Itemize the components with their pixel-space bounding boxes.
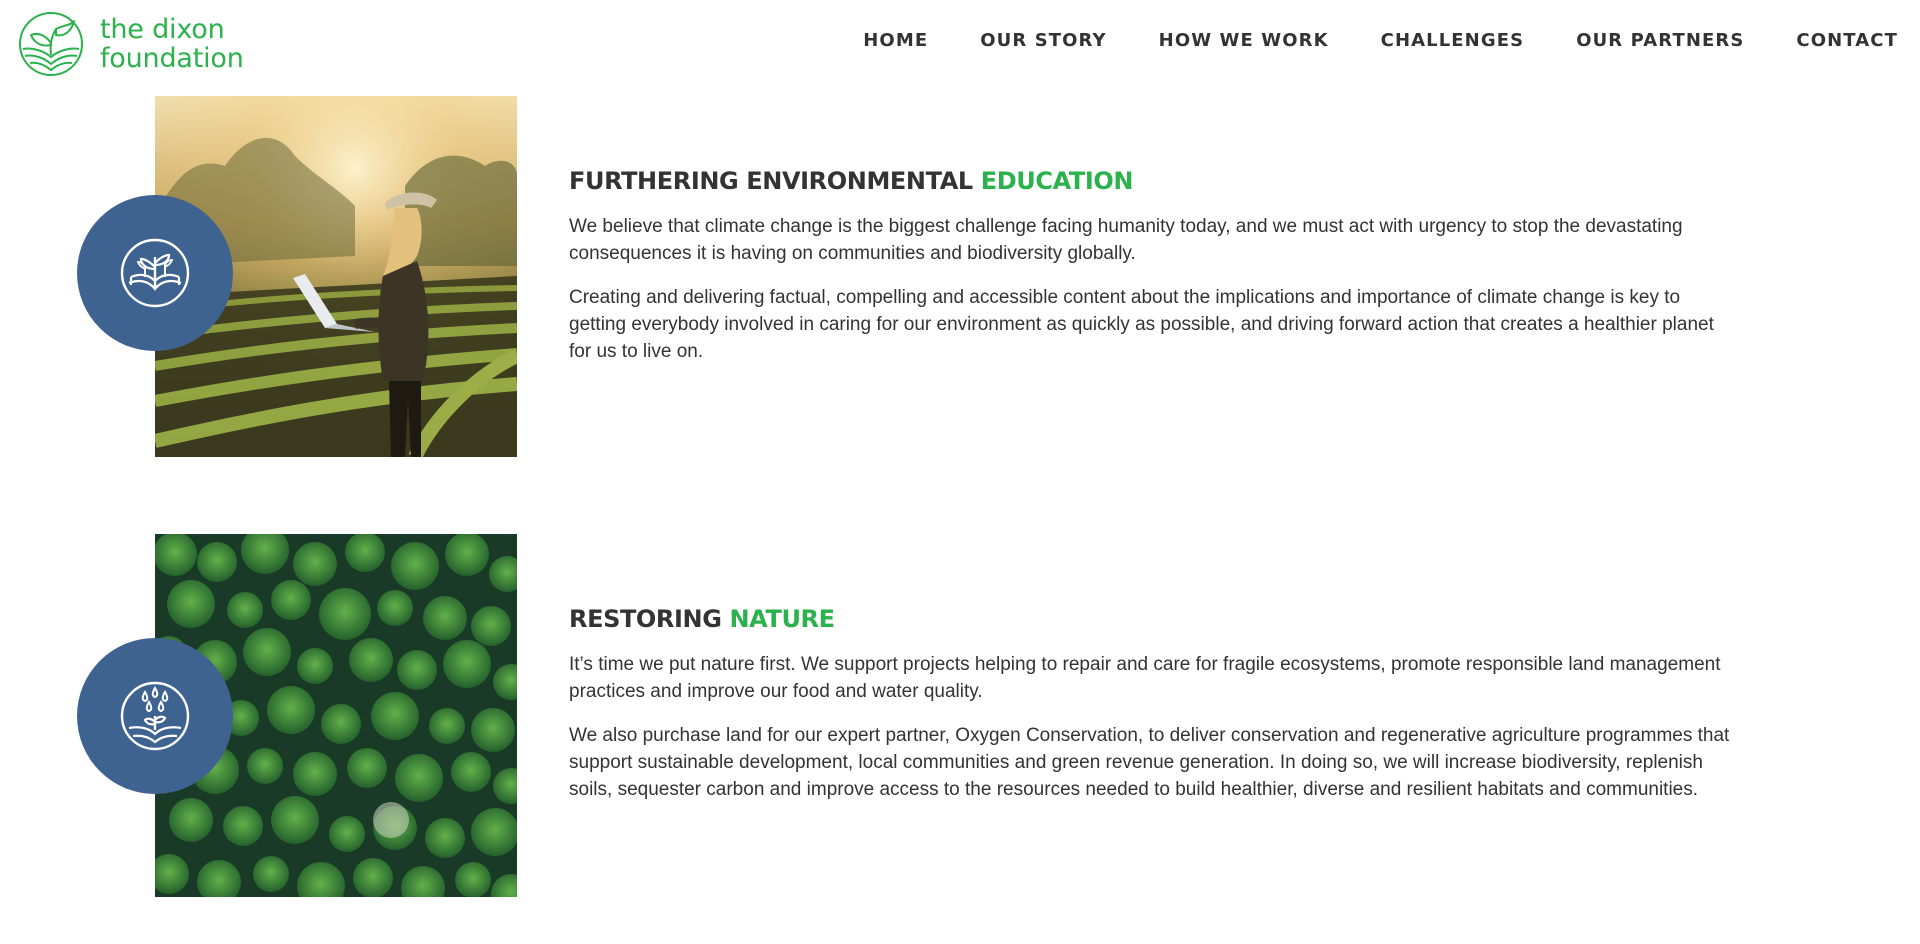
nav-contact[interactable]: CONTACT	[1796, 30, 1898, 51]
leaf-book-logo-icon	[18, 11, 84, 77]
raindrop-seedling-icon	[119, 680, 191, 752]
education-title	[569, 167, 1739, 195]
nature-title-accent: NATURE	[729, 605, 835, 633]
education-title-accent: EDUCATION	[980, 167, 1134, 195]
nature-badge	[77, 638, 233, 794]
nav-our-partners[interactable]: OUR PARTNERS	[1576, 30, 1745, 51]
nature-paragraph-1: It’s time we put nature first. We support projects helping to repair and care for fragile ecosystems, promote responsible land management practices and improve our food and water quality.	[569, 654, 1721, 702]
brand-line-1: the dixon	[100, 14, 225, 45]
nav-challenges[interactable]: CHALLENGES	[1380, 30, 1525, 51]
nav-how-we-work[interactable]: HOW WE WORK	[1158, 30, 1329, 51]
site-header	[0, 0, 1920, 96]
nav-our-story[interactable]: OUR STORY	[980, 30, 1107, 51]
brand-wordmark	[100, 15, 244, 73]
logo-link[interactable]	[18, 11, 244, 77]
feature-education	[0, 96, 1920, 457]
education-badge	[77, 195, 233, 351]
nature-copy	[569, 605, 1739, 820]
education-paragraph-2: Creating and delivering factual, compelling and accessible content about the implications and importance of climate change is key to getting everybody involved in caring for our environment as quickly as possible, and driving forward action that creates a healthier planet for us to live on.	[569, 287, 1714, 362]
nature-title-main: RESTORING	[569, 605, 722, 633]
feature-nature	[0, 534, 1920, 897]
brand-line-2: foundation	[100, 43, 244, 74]
nature-paragraph-2: We also purchase land for our expert partner, Oxygen Conservation, to deliver conservation and regenerative agriculture programmes that support sustainable development, local communities and green revenue generation. In doing so, we will increase biodiversity, replenish soils, sequester carbon and improve access to the resources needed to build healthier, diverse and resilient habitats and communities.	[569, 725, 1730, 800]
education-copy	[569, 167, 1739, 382]
education-title-main: FURTHERING ENVIRONMENTAL	[569, 167, 973, 195]
main-nav	[863, 30, 1898, 51]
book-sprout-icon	[119, 237, 191, 309]
nature-title	[569, 605, 1739, 633]
education-paragraph-1: We believe that climate change is the biggest challenge facing humanity today, and we must act with urgency to stop the devastating consequences it is having on communities and biodiversity globally.	[569, 216, 1683, 264]
nav-home[interactable]: HOME	[863, 30, 929, 51]
